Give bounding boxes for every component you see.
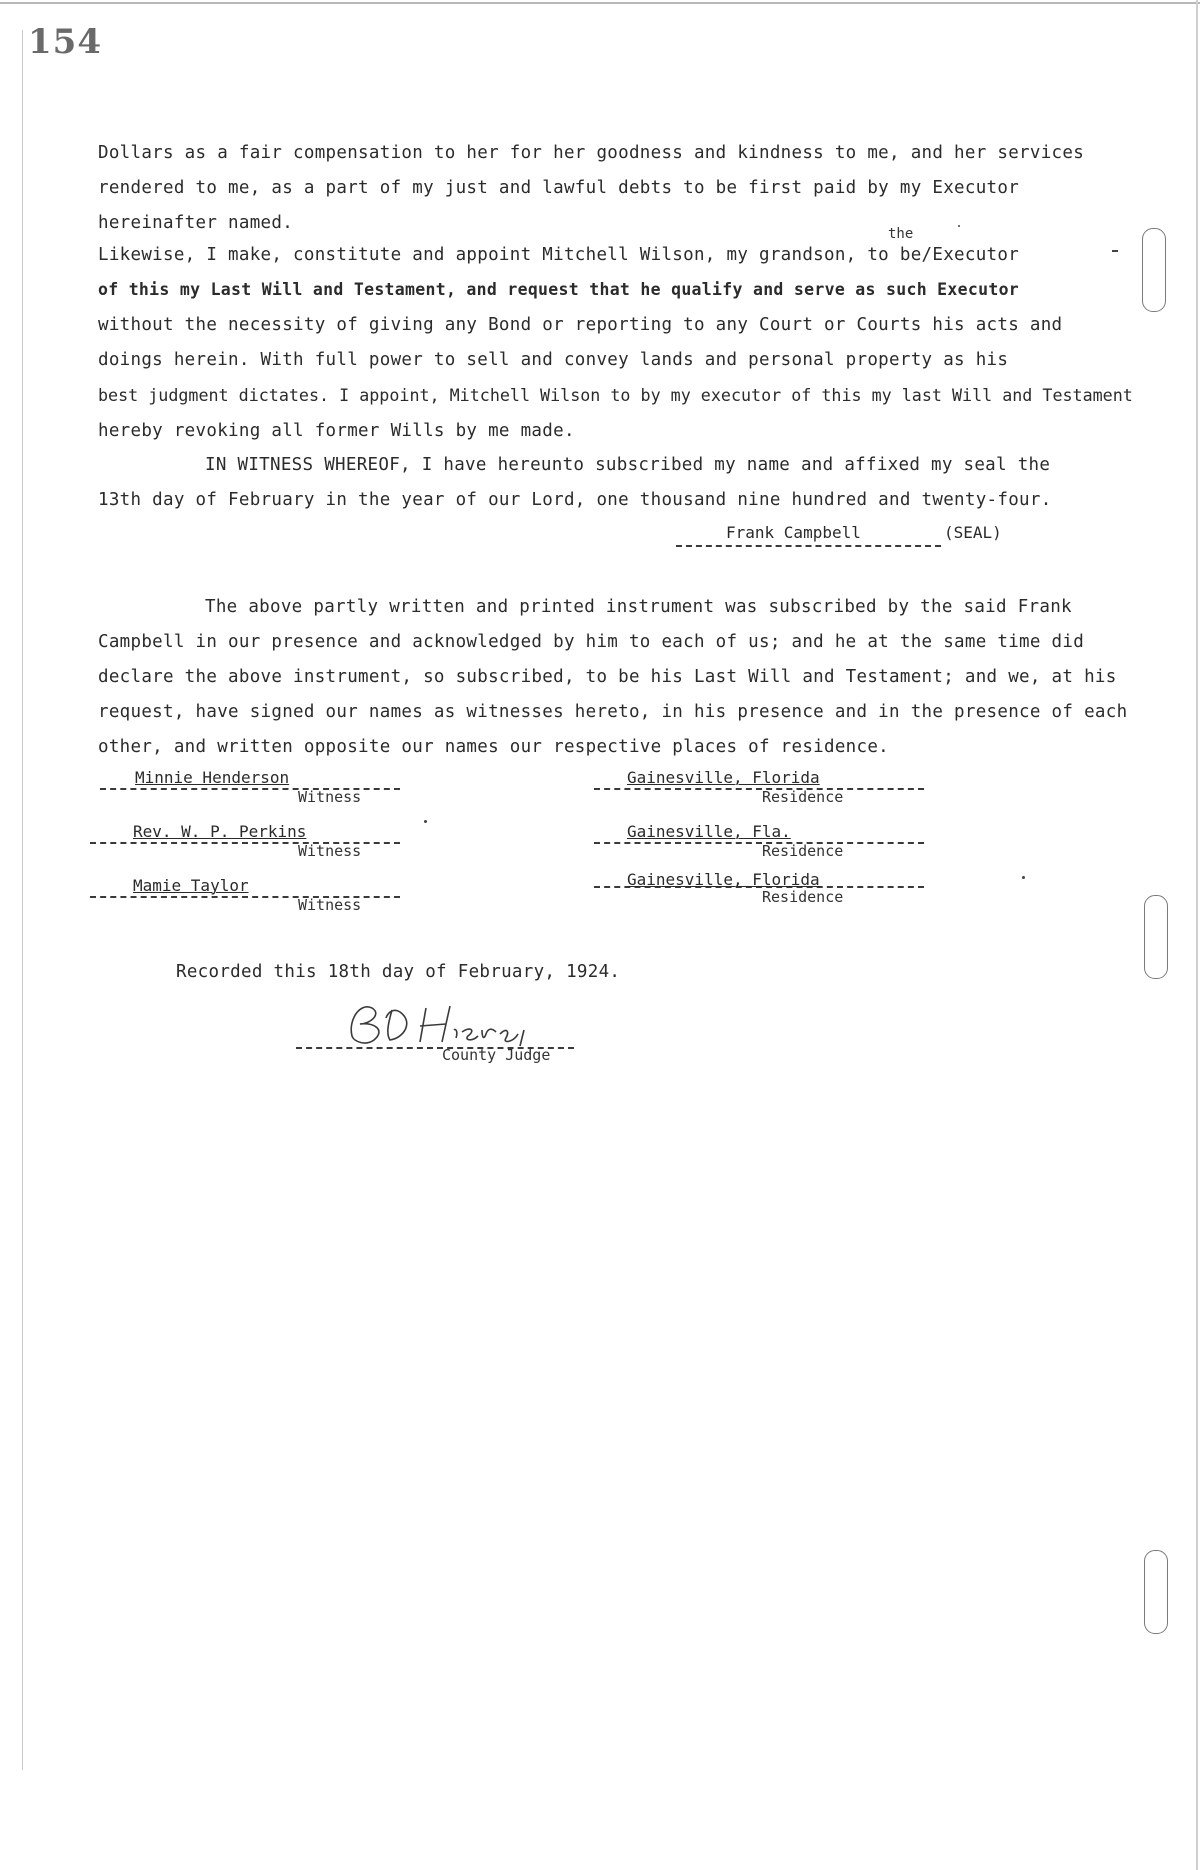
witness-3-label: Witness [298, 896, 362, 914]
witness-2-name: Rev. W. P. Perkins [133, 822, 307, 841]
witness-1-residence: Gainesville, Florida [627, 768, 820, 787]
stray-mark [1112, 250, 1118, 252]
attestation-line-3: declare the above instrument, so subscribed, to be his Last Will and Testament; and we, at his [98, 667, 1117, 687]
binder-hole-top [1142, 228, 1166, 312]
body-line-2: rendered to me, as a part of my just and lawful debts to be first paid by my Executor [98, 178, 1020, 198]
attestation-line-5: other, and written opposite our names our respective places of residence. [98, 737, 890, 757]
county-judge-title: County Judge [442, 1046, 551, 1064]
witness-2-label: Witness [298, 842, 362, 860]
binder-hole-middle [1144, 895, 1168, 979]
page-right-edge [1196, 0, 1198, 1870]
stray-mark [1022, 876, 1025, 879]
recording-statement: Recorded this 18th day of February, 1924. [176, 962, 621, 982]
page-left-edge [22, 30, 23, 1770]
attestation-line-1: The above partly written and printed instrument was subscribed by the said Frank [205, 597, 1072, 617]
witness-1-residence-label: Residence [762, 788, 844, 806]
witness-1-name: Minnie Henderson [135, 768, 290, 787]
witness-1-residence-line [594, 788, 924, 790]
attestation-line-4: request, have signed our names as witnesses hereto, in his presence and in the presence of each [98, 702, 1128, 722]
witness-2-residence-label: Residence [762, 842, 844, 860]
body-line-11: 13th day of February in the year of our Lord, one thousand nine hundred and twenty-four. [98, 490, 1052, 510]
witness-3-residence: Gainesville, Florida [627, 870, 820, 889]
attestation-line-2: Campbell in our presence and acknowledged by him to each of us; and he at the same time did [98, 632, 1085, 652]
witness-3-residence-label: Residence [762, 888, 844, 906]
page-number: 154 [28, 22, 102, 62]
body-line-4: Likewise, I make, constitute and appoint Mitchell Wilson, my grandson, to be/Executor [98, 245, 1020, 265]
testator-signature-line [676, 545, 941, 547]
seal-label: (SEAL) [944, 523, 1002, 542]
body-line-10: IN WITNESS WHEREOF, I have hereunto subscribed my name and affixed my seal the [205, 455, 1051, 475]
stray-mark [958, 225, 960, 227]
body-line-1: Dollars as a fair compensation to her for her goodness and kindness to me, and her services [98, 143, 1085, 163]
binder-hole-bottom [1144, 1550, 1168, 1634]
witness-3-name: Mamie Taylor [133, 876, 249, 895]
page-top-edge [0, 2, 1200, 4]
witness-2-residence: Gainesville, Fla. [627, 822, 791, 841]
stray-mark [424, 820, 427, 823]
body-line-3: hereinafter named. [98, 213, 294, 233]
body-line-7: doings herein. With full power to sell and convey lands and personal property as his [98, 350, 1009, 370]
body-line-6: without the necessity of giving any Bond or reporting to any Court or Courts his acts and [98, 315, 1063, 335]
witness-2-residence-line [594, 842, 924, 844]
testator-name: Frank Campbell [726, 523, 861, 542]
body-line-9: hereby revoking all former Wills by me made. [98, 421, 575, 441]
witness-1-label: Witness [298, 788, 362, 806]
interlineation-the: the [888, 226, 914, 242]
body-line-8: best judgment dictates. I appoint, Mitchell Wilson to by my executor of this my last Will and Testament [98, 385, 1133, 405]
body-line-5: of this my Last Will and Testament, and request that he qualify and serve as such Executor [98, 280, 1020, 299]
